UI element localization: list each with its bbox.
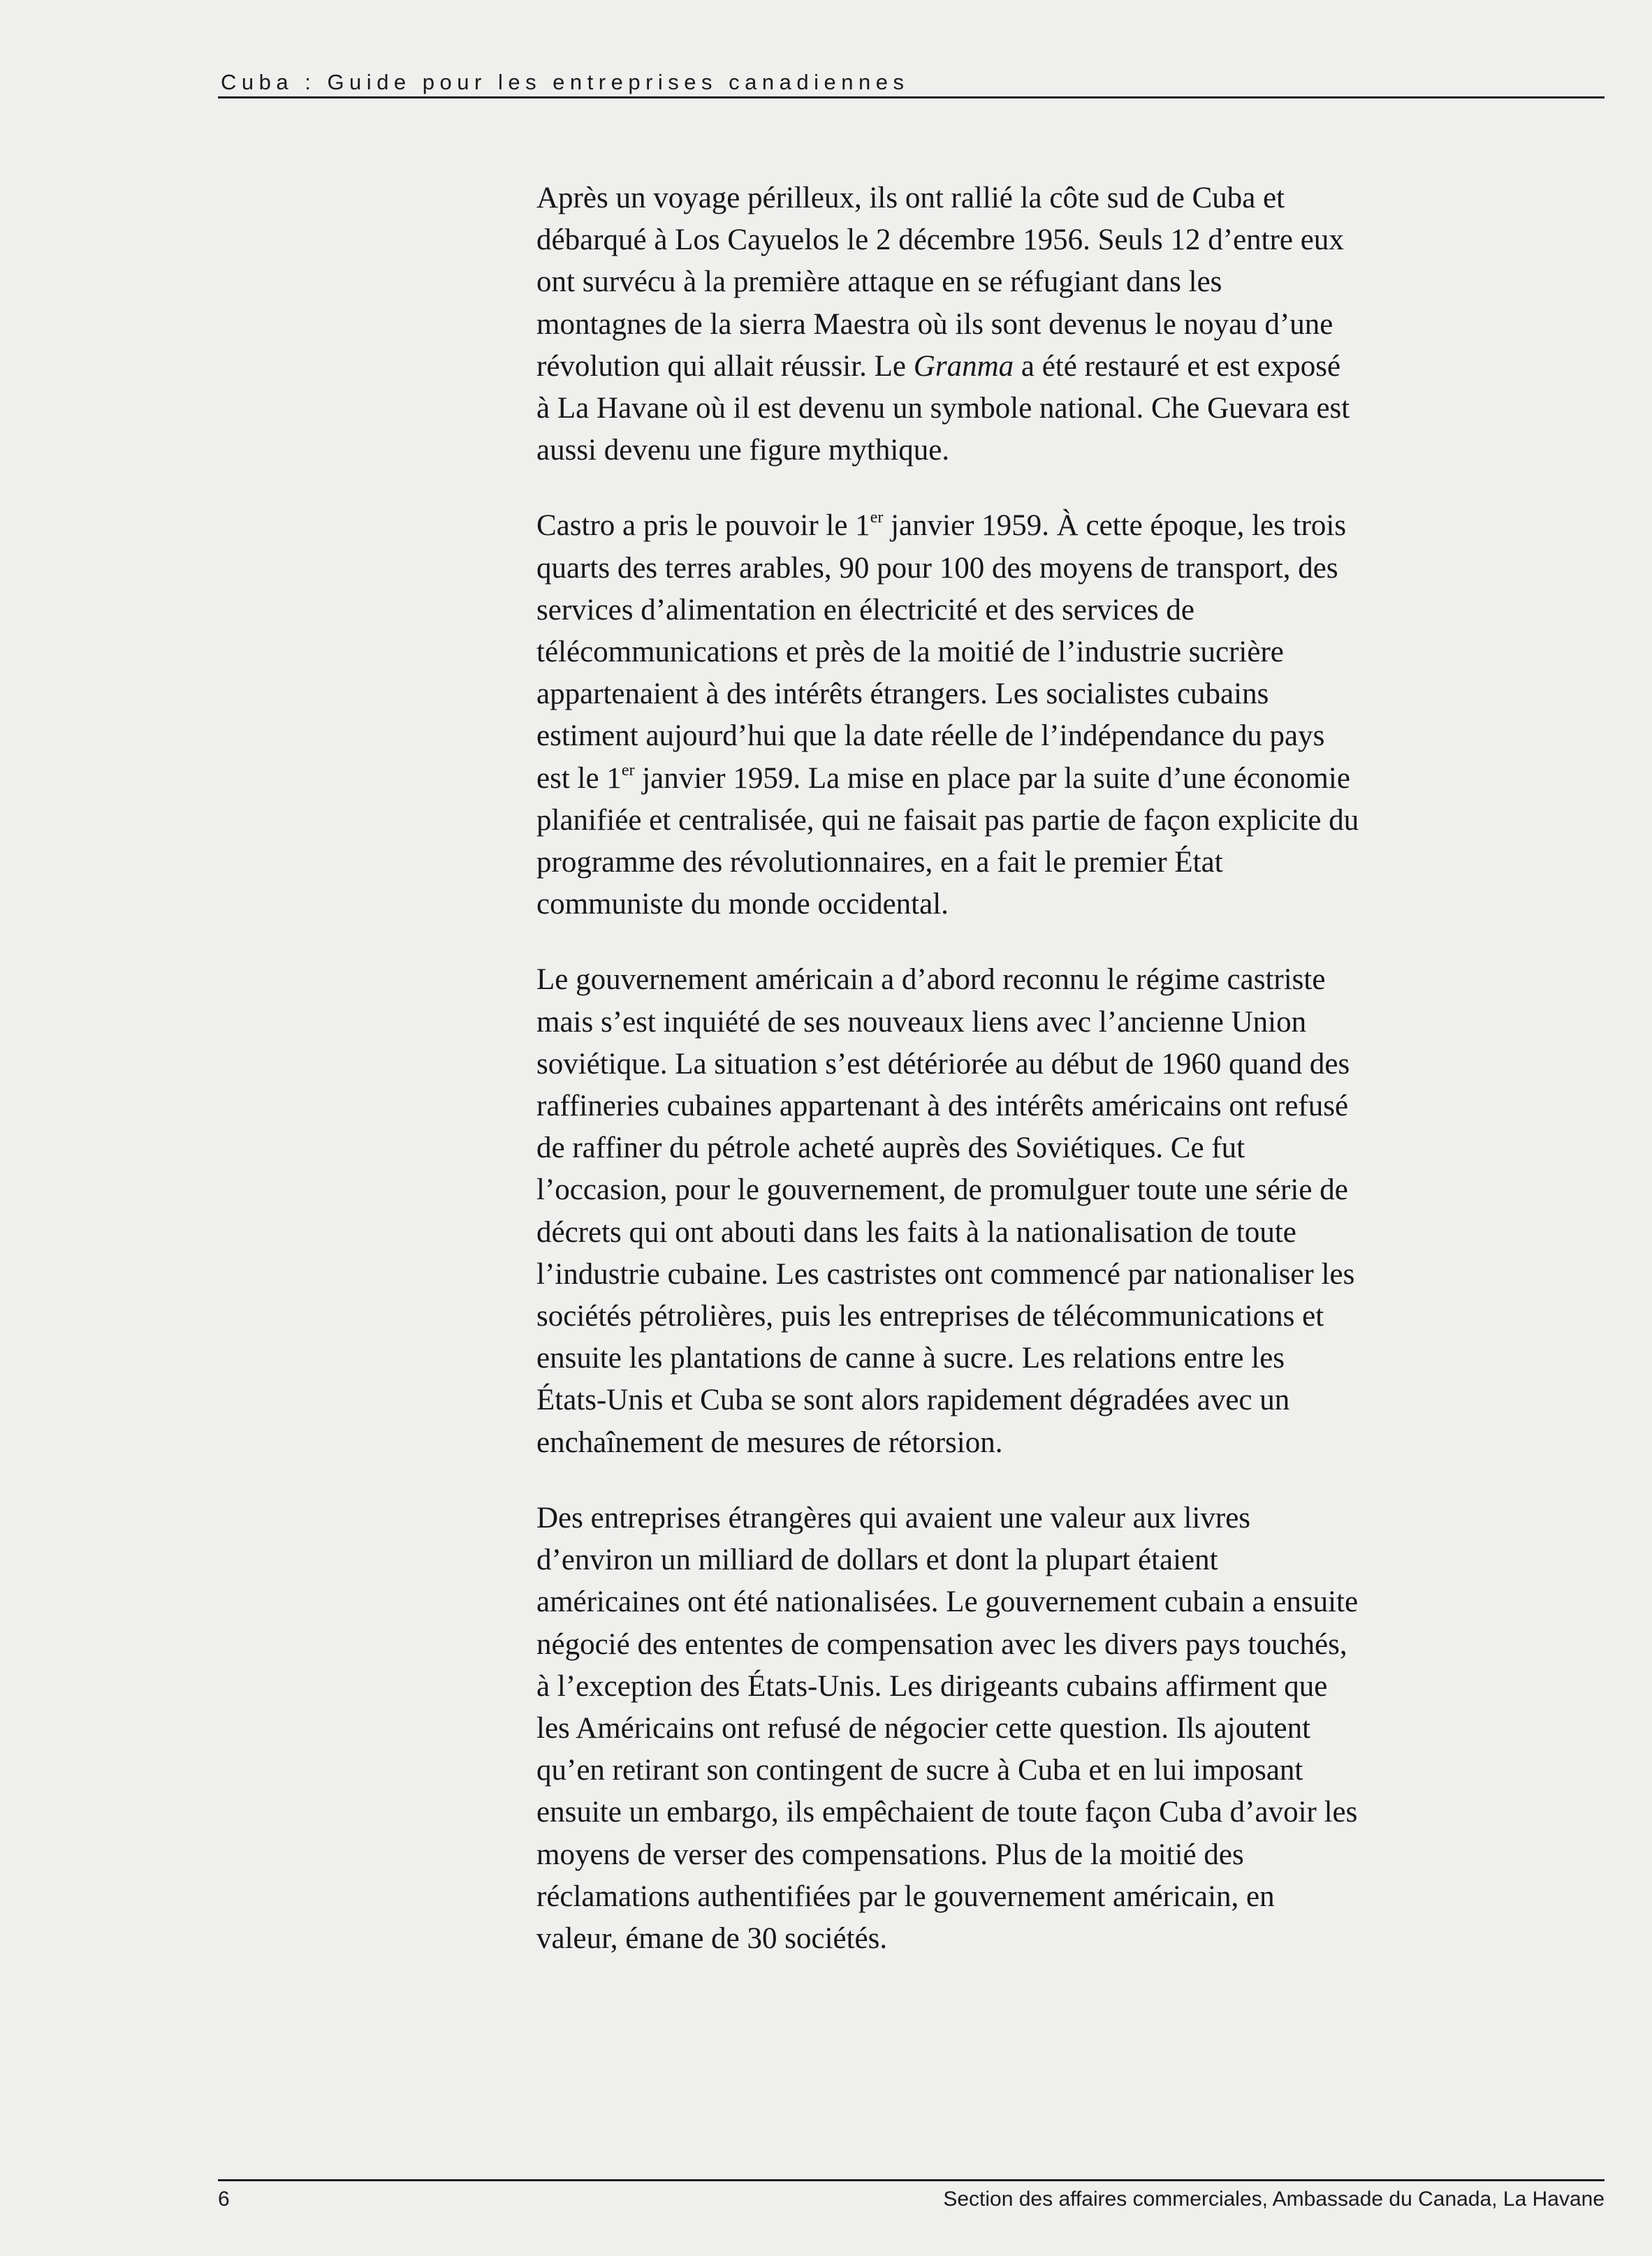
text-line: décrets qui ont abouti dans les faits à la nationalisation de toute [536, 1215, 1296, 1249]
text-run: janvier 1959. À cette époque, les trois [883, 509, 1347, 543]
ship-name-italic: Granma [913, 349, 1014, 383]
text-line: à l’exception des États-Unis. Les dirigeants cubains affirment que [536, 1669, 1328, 1703]
text-line [536, 758, 1465, 800]
text-line: Après un voyage périlleux, ils ont rallié la côte sud de Cuba et [536, 182, 1285, 214]
text-line: l’occasion, pour le gouvernement, de promulguer toute une série de [536, 1173, 1348, 1207]
paragraph-2 [536, 505, 1465, 925]
paragraph-4 [536, 1497, 1465, 1960]
ordinal-superscript: er [870, 508, 884, 527]
text-line: appartenaient à des intérêts étrangers. Les socialistes cubains [536, 677, 1269, 711]
text-line: les Américains ont refusé de négocier cette question. Ils ajoutent [536, 1711, 1311, 1745]
header-rule [218, 96, 1605, 98]
text-line: réclamations authentifiées par le gouvernement américain, en [536, 1880, 1275, 1913]
paragraph-1 [536, 177, 1465, 471]
text-line: planifiée et centralisée, qui ne faisait pas partie de façon explicite du [536, 803, 1359, 837]
text-line: mais s’est inquiété de ses nouveaux liens avec l’ancienne Union [536, 1005, 1307, 1039]
text-line: soviétique. La situation s’est détériorée au début de 1960 quand des [536, 1047, 1350, 1081]
text-line: ont survécu à la première attaque en se réfugiant dans les [536, 265, 1222, 299]
paragraph-3 [536, 959, 1465, 1463]
text-line: négocié des ententes de compensation avec les divers pays touchés, [536, 1627, 1347, 1661]
text-line: valeur, émane de 30 sociétés. [536, 1921, 888, 1955]
text-line: montagnes de la sierra Maestra où ils sont devenus le noyau d’une [536, 307, 1333, 341]
page-header [218, 70, 1605, 98]
text-run: est le 1 [536, 761, 622, 795]
text-line: ensuite les plantations de canne à sucre. Les relations entre les [536, 1342, 1285, 1375]
text-line: débarqué à Los Cayuelos le 2 décembre 1956. Seuls 12 d’entre eux [536, 224, 1344, 257]
text-run: révolution qui allait réussir. Le [536, 349, 914, 383]
footer-rule [218, 2179, 1605, 2181]
text-line: télécommunications et près de la moitié de l’industrie sucrière [536, 636, 1284, 669]
text-line: qu’en retirant son contingent de sucre à Cuba et en lui imposant [536, 1754, 1303, 1787]
text-line: à La Havane où il est devenu un symbole national. Che Guevara est [536, 392, 1350, 425]
text-line: sociétés pétrolières, puis les entreprises de télécommunications et [536, 1300, 1324, 1333]
text-line: programme des révolutionnaires, en a fait le premier État [536, 846, 1223, 879]
text-run: janvier 1959. La mise en place par la suite d’une économie [634, 761, 1350, 795]
body-text [536, 177, 1465, 1960]
text-line: ensuite un embargo, ils empêchaient de toute façon Cuba d’avoir les [536, 1796, 1358, 1829]
text-line [536, 346, 1465, 388]
text-line: moyens de verser des compensations. Plus de la moitié des [536, 1838, 1244, 1871]
page-number: 6 [218, 2188, 230, 2211]
text-line: services d’alimentation en électricité et des services de [536, 593, 1194, 627]
text-line: aussi devenu une figure mythique. [536, 434, 950, 467]
footer-source: Section des affaires commerciales, Ambassade du Canada, La Havane [943, 2188, 1605, 2211]
text-line: États-Unis et Cuba se sont alors rapidement dégradées avec un [536, 1384, 1290, 1417]
text-line: Le gouvernement américain a d’abord reconnu le régime castriste [536, 963, 1326, 997]
text-line: de raffiner du pétrole acheté auprès des Soviétiques. Ce fut [536, 1131, 1245, 1165]
text-line: enchaînement de mesures de rétorsion. [536, 1426, 1003, 1459]
text-line: communiste du monde occidental. [536, 888, 949, 921]
text-line: estiment aujourd’hui que la date réelle de l’indépendance du pays [536, 719, 1325, 753]
text-line [536, 505, 1465, 547]
text-line: d’environ un milliard de dollars et dont la plupart étaient [536, 1544, 1218, 1577]
text-run: a été restauré et est exposé [1014, 349, 1341, 383]
text-run: Castro a pris le pouvoir le 1 [536, 509, 870, 543]
text-line: raffineries cubaines appartenant à des intérêts américains ont refusé [536, 1090, 1349, 1123]
ordinal-superscript: er [621, 761, 635, 779]
text-line: Des entreprises étrangères qui avaient une valeur aux livres [536, 1501, 1251, 1534]
text-line: américaines ont été nationalisées. Le gouvernement cubain a ensuite [536, 1585, 1359, 1619]
running-title: Cuba : Guide pour les entreprises canadiennes [221, 70, 909, 94]
text-line: quarts des terres arables, 90 pour 100 des moyens de transport, des [536, 551, 1338, 585]
text-line: l’industrie cubaine. Les castristes ont commencé par nationaliser les [536, 1257, 1355, 1291]
